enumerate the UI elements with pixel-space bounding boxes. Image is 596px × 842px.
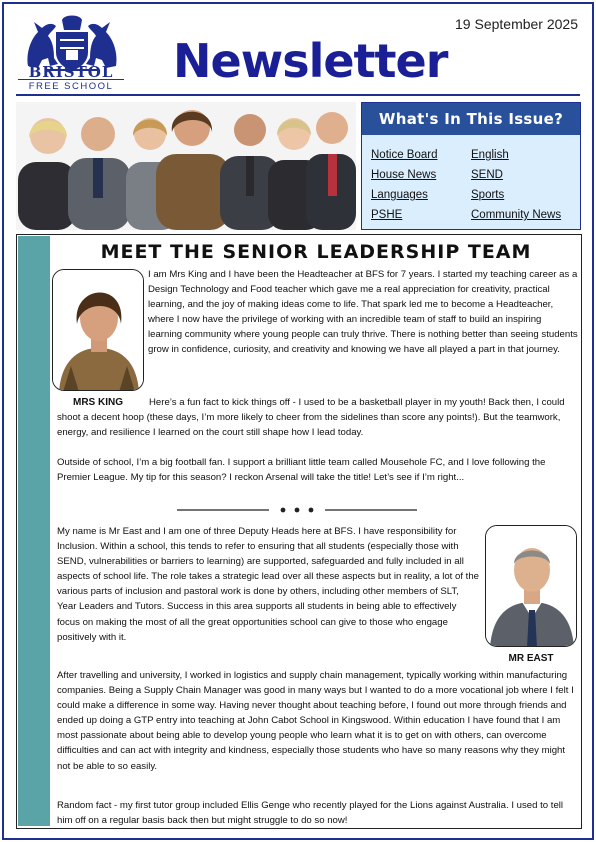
leadership-section	[16, 234, 582, 829]
mr-east-portrait	[485, 525, 577, 647]
link-english[interactable]: English	[471, 149, 509, 161]
link-community-news[interactable]: Community News	[471, 209, 562, 221]
issue-date: 19 September 2025	[455, 16, 578, 32]
issue-heading: What's In This Issue?	[362, 103, 580, 135]
mrs-king-intro: I am Mrs King and I have been the Headteacher at BFS for 7 years. I started my teaching career as a Design Technology and Food teacher which gave me a real appreciation for creativity, practical learning, and the joy of making ideas come to life. That spark led me to become a Headteacher, where I now have the privilege of working with an incredible team of staff to build an inspiring learning community where young people can truly thrive. There is nothing better than seeing students grow in confidence, curiosity, and creativity and knowing we have all played a part in that journey.	[148, 269, 578, 356]
link-sports[interactable]: Sports	[471, 189, 505, 201]
side-accent-bar	[18, 236, 50, 826]
header-rule	[16, 94, 580, 96]
section-title: MEET THE SENIOR LEADERSHIP TEAM	[100, 241, 532, 263]
link-send[interactable]: SEND	[471, 169, 503, 181]
issue-links	[362, 135, 580, 223]
mrs-king-caption: MRS KING	[73, 397, 123, 408]
mr-east-intro: My name is Mr East and I am one of three Deputy Heads here at BFS. I have responsibility for Inclusion. Within a school, this tends to refer to ensuring that all students (especially those with SEND, vulnerabilities or barriers to learning) are supported, safeguarded and fully included in all aspects of school life. The role takes a strategic lead over all these aspects but in reality, a lot of the various parts of inclusion and pastoral work is done by others, including other members of SLT, Year Leaders and Tutors. Success in this area supports all students in being able to effectively focus on making the most of all the great opportunities school can give to those who engage positively with it.	[57, 526, 479, 643]
team-photo	[16, 102, 356, 230]
mrs-king-paragraph-2: Here’s a fun fact to kick things off - I used to be a basketball player in my youth! Back then, I could shoot a decent hoop (these days, I’m more likely to cheer from the sidelines than score any points!). But the teamwork, energy, and resilience I learned on the court still shape how I lead today.	[57, 397, 565, 439]
issue-contents-box	[361, 102, 581, 230]
mrs-king-paragraph-3: Outside of school, I’m a big football fan. I support a brilliant little team called Mousehole FC, and I love following the Premier League. My tip for this season? I reckon Arsenal will take the title! Let’s see if I’m right...	[57, 457, 546, 484]
mr-east-paragraph-3: Random fact - my first tutor group included Ellis Genge who recently played for the Lions against Australia. I used to tell him off on a regular basis back then but might struggle to do so now!	[57, 800, 564, 827]
link-pshe[interactable]: PSHE	[371, 209, 403, 221]
link-house-news[interactable]: House News	[371, 169, 437, 181]
link-notice-board[interactable]: Notice Board	[371, 149, 438, 161]
link-languages[interactable]: Languages	[371, 189, 428, 201]
section-divider	[177, 505, 417, 515]
page-title: Newsletter	[173, 34, 448, 88]
mr-east-caption: MR EAST	[508, 653, 554, 664]
mr-east-paragraph-2: After travelling and university, I worked in logistics and supply chain management, typically working within manufacturing companies. Being a Supply Chain Manager was good in many ways but I wanted to do a more vocational job where I felt I could make a difference in some way. Having never thought about teaching before, I found out more through friends and ended up doing a GTP entry into teaching at John Cabot School in Kingswood. Within education I have found that I am most passionate about being able to develop young people who learn what it is to get on with others, can overcome difficulties and can act with integrity and kindness, especially those students who have so many reasons why they might not be able to so easily.	[57, 670, 574, 772]
school-subtitle: FREE SCHOOL	[18, 79, 124, 92]
school-name: BRISTOL	[28, 63, 114, 81]
mr-east-photo	[486, 526, 577, 647]
mrs-king-portrait	[52, 269, 144, 391]
mrs-king-photo	[53, 270, 144, 391]
